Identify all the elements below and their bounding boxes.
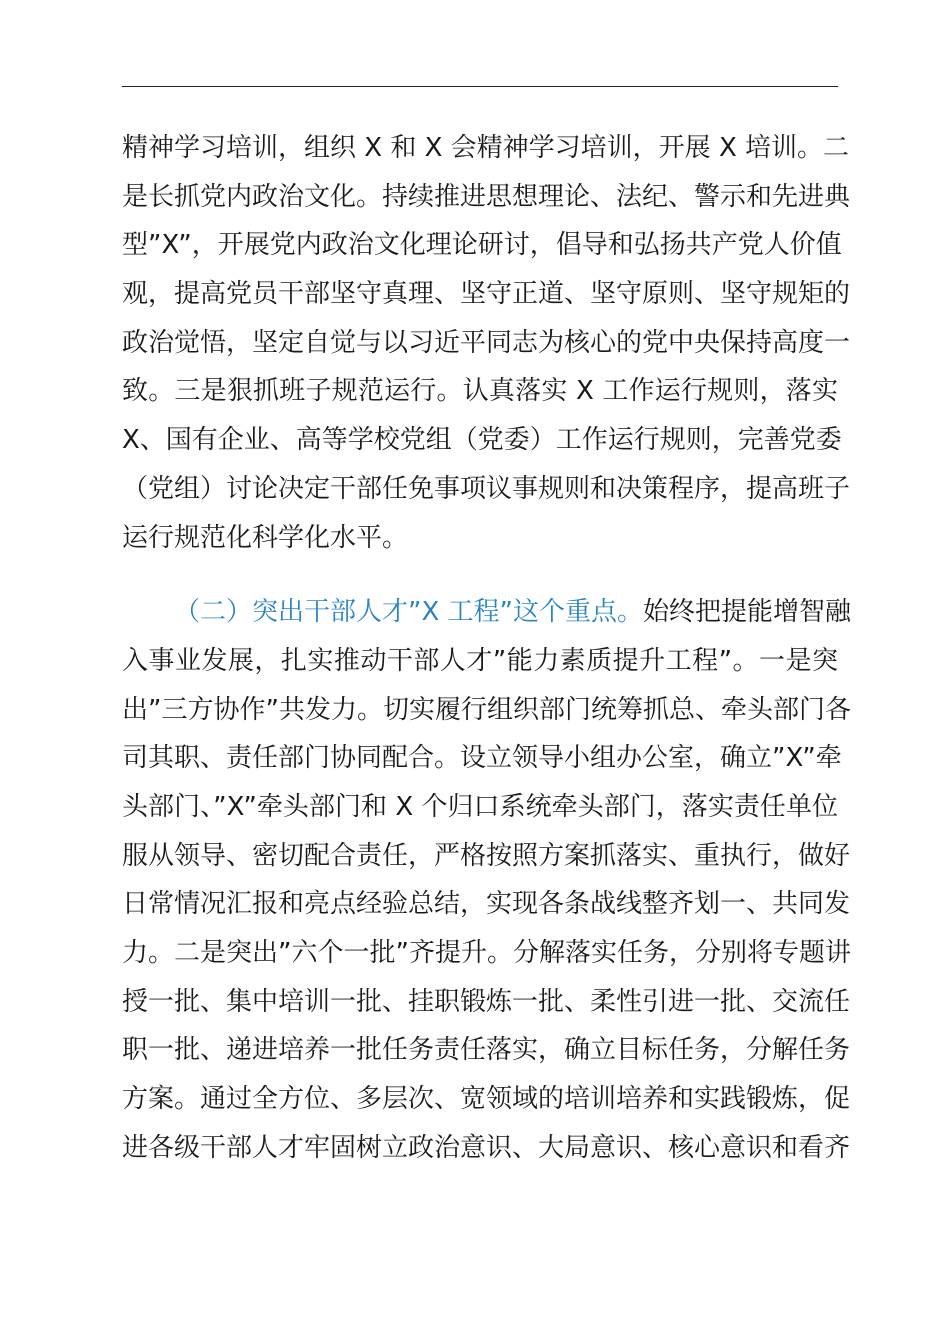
paragraph-2 [122, 588, 852, 1172]
text-line: 精神学习培训，组织 X 和 X 会精神学习培训，开展 X 培训。二 [122, 133, 850, 163]
text-line: 日常情况汇报和亮点经验总结，实现各条战线整齐划一、共同发 [122, 889, 851, 920]
text-line: 政治觉悟，坚定自觉与以习近平同志为核心的党中央保持高度一 [122, 327, 851, 358]
text-line: 头部门、”X”牵头部门和 X 个归口系统牵头部门，落实责任单位 [122, 791, 838, 822]
text-line: 观，提高党员干部坚守真理、坚守正道、坚守原则、坚守规矩的 [122, 279, 851, 310]
text-line: 司其职、责任部门协同配合。设立领导小组办公室，确立”X”牵 [122, 743, 842, 774]
text-line: 服从领导、密切配合责任，严格按照方案抓落实、重执行，做好 [122, 840, 851, 871]
text-line: 运行规范化科学化水平。 [122, 522, 409, 553]
text-line: 是长抓党内政治文化。持续推进思想理论、法纪、警示和先进典 [122, 181, 851, 212]
text-line: X、国有企业、高等学校党组（党委）工作运行规则，完善党委 [122, 425, 842, 456]
text-line: 入事业发展，扎实推动干部人才”能力素质提升工程”。一是突 [122, 645, 838, 676]
text-line: 授一批、集中培训一批、挂职锻炼一批、柔性引进一批、交流任 [122, 986, 851, 1017]
text-line: 型”X”，开展党内政治文化理论研讨，倡导和弘扬共产党人价值 [122, 230, 842, 261]
document-body [122, 124, 852, 1172]
header-rule [122, 86, 838, 87]
text-line: 力。二是突出”六个一批”齐提升。分解落实任务，分别将专题讲 [122, 938, 851, 968]
text-line: 进各级干部人才牢固树立政治意识、大局意识、核心意识和看齐 [122, 1132, 851, 1163]
paragraph-first-line [122, 588, 852, 637]
text-line: 职一批、递进培养一批任务责任落实，确立目标任务，分解任务 [122, 1035, 851, 1066]
text-line: 致。三是狠抓班子规范运行。认真落实 X 工作运行规则，落实 [122, 376, 838, 407]
heading-followup-text: 始终把提能增智融 [643, 597, 852, 628]
section-heading: （二）突出干部人才”X 工程”这个重点。 [174, 597, 644, 628]
text-line: 出”三方协作”共发力。切实履行组织部门统筹抓总、牵头部门各 [122, 694, 851, 725]
text-line: （党组）讨论决定干部任免事项议事规则和决策程序，提高班子 [122, 473, 851, 504]
text-line: 方案。通过全方位、多层次、宽领域的培训培养和实践锻炼，促 [122, 1084, 851, 1115]
paragraph-1 [122, 124, 851, 562]
paragraph-spacer [122, 562, 838, 588]
